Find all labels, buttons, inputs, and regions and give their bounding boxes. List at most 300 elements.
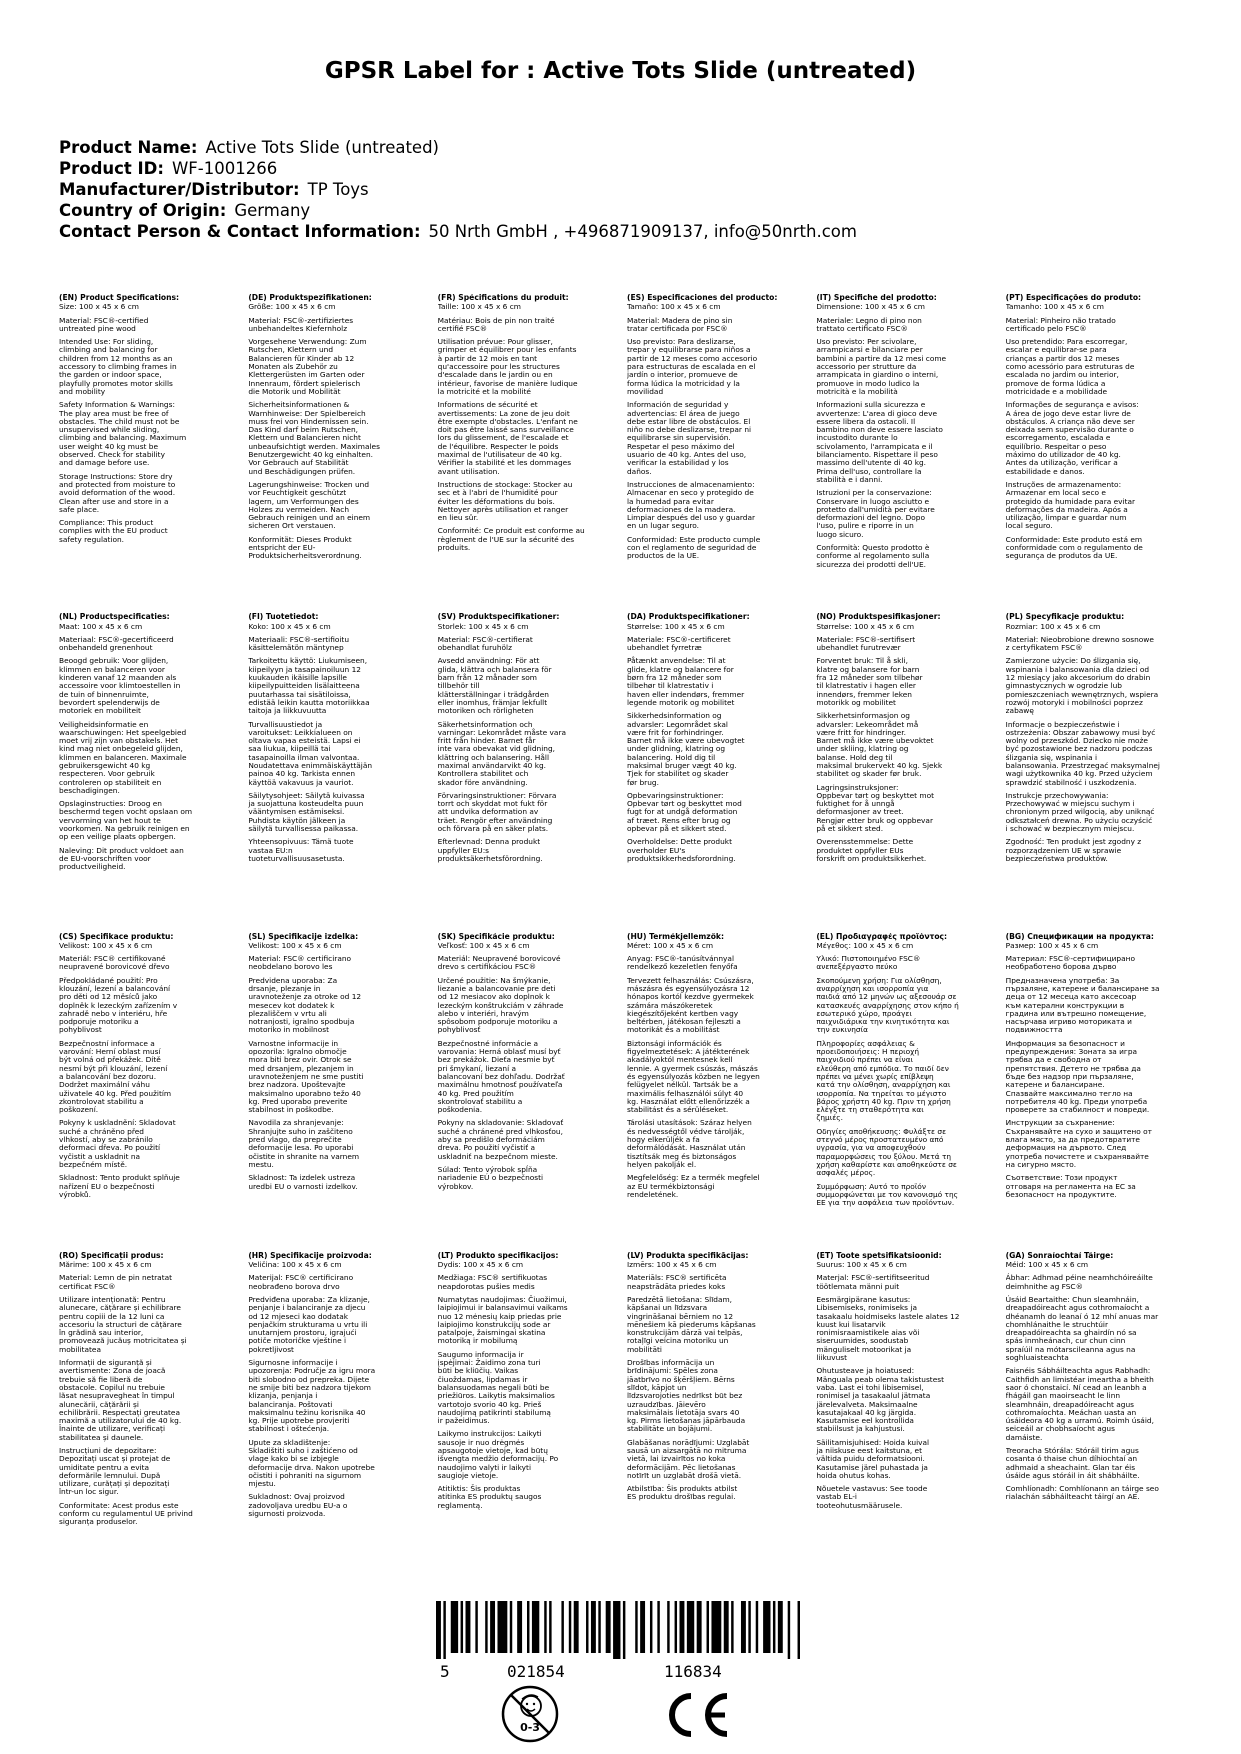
text-line: Anyag: FSC®-tanúsítvánnyal bbox=[626, 954, 735, 964]
text-line: glida, klättra och balansera för bbox=[437, 664, 552, 674]
barcode-bar bbox=[741, 1601, 746, 1653]
text-line: rozporządzeniem UE w sprawie bbox=[1005, 845, 1122, 855]
text-line: painoa 40 kg. Tarkista ennen bbox=[248, 769, 356, 779]
text-line: produktsikkerhedsforordning. bbox=[626, 853, 736, 863]
product-name-label: Product Name: bbox=[59, 138, 198, 157]
text-line: Storlek: 100 x 45 x 6 cm bbox=[437, 621, 529, 631]
text-line: Instruções de armazenamento: bbox=[1005, 479, 1122, 489]
text-line: Naleving: Dit product voldoet aan bbox=[59, 845, 184, 855]
text-line: Material: FSC® certificirano bbox=[248, 954, 352, 964]
text-line: Størrelse: 100 x 45 x 6 cm bbox=[816, 621, 915, 631]
section-paragraph bbox=[1006, 657, 1185, 715]
section-paragraph bbox=[1006, 338, 1185, 396]
text-line: under skliing, klatring og bbox=[816, 744, 909, 754]
text-line: Predviđena uporaba: Za klizanje, bbox=[248, 1294, 370, 1304]
section-paragraph bbox=[627, 977, 806, 1035]
section-paragraph bbox=[59, 847, 238, 872]
text-line: Velikost: 100 x 45 x 6 cm bbox=[248, 940, 342, 950]
text-line: Instructions de stockage: Stocker au bbox=[437, 479, 573, 489]
text-line: Conservare in luogo asciutto e bbox=[816, 496, 930, 506]
country-of-origin-value: Germany bbox=[234, 201, 311, 220]
manufacturer-label: Manufacturer/Distributor: bbox=[59, 180, 300, 199]
text-line: klimmen en balanceren. Maximale bbox=[59, 752, 187, 762]
section-heading: (LT) Produkto specifikacijos: bbox=[437, 1251, 559, 1260]
section-heading: (FI) Tuotetiedot: bbox=[248, 613, 319, 622]
section-paragraph bbox=[627, 1485, 806, 1502]
text-line: en un lugar seguro. bbox=[626, 521, 700, 531]
section-paragraph bbox=[1006, 838, 1185, 863]
text-line: hónapos kortól kezdve gyermekek bbox=[626, 992, 754, 1002]
section-paragraph bbox=[627, 1359, 806, 1434]
text-line: partir de 12 meses como accesorio bbox=[626, 353, 758, 363]
section-paragraph bbox=[627, 1296, 806, 1354]
text-line: A área de jogo deve estar livre de bbox=[1005, 408, 1131, 418]
text-line: lăsat nesupravegheat în timpul bbox=[59, 1391, 175, 1401]
text-line: neupravené borovicové dřevo bbox=[59, 962, 170, 972]
section-paragraph bbox=[438, 401, 617, 476]
text-line: user weight 40 kg must be bbox=[59, 441, 159, 451]
text-line: kg. Pirms lietošanas jāpārbauda bbox=[626, 1416, 746, 1426]
section-heading: (ET) Toote spetsifikatsioonid: bbox=[816, 1251, 942, 1260]
text-line: Przechowywać w miejscu suchym i bbox=[1005, 799, 1135, 809]
text-line: felügyelet nélkül. Tartsák be a bbox=[626, 1080, 738, 1090]
text-line: Información de seguridad y bbox=[626, 400, 729, 410]
text-line: bambino non deve essere lasciato bbox=[816, 425, 943, 435]
text-line: forma lúdica la motricidad y la bbox=[626, 378, 740, 388]
text-line: stabilitást és a sérüléseket. bbox=[626, 1105, 729, 1115]
text-line: varningar: Lekområdet måste vara bbox=[437, 727, 567, 737]
text-line: mászásra és egyensúlyozásra 12 bbox=[626, 983, 750, 993]
text-line: sicurezza dei prodotti dell'UE. bbox=[816, 559, 926, 569]
barcode bbox=[436, 1601, 800, 1659]
text-line: ubehandlet fyrretræ bbox=[626, 643, 702, 653]
text-line: Veličina: 100 x 45 x 6 cm bbox=[248, 1260, 342, 1270]
text-line: reglamentą. bbox=[437, 1500, 483, 1510]
text-line: необработено борова дърво bbox=[1005, 962, 1117, 972]
text-line: Predvidena uporaba: Za bbox=[248, 975, 338, 985]
section-paragraph bbox=[248, 792, 427, 833]
text-line: maximális felhasználói súlyt 40 bbox=[626, 1088, 744, 1098]
language-section bbox=[816, 613, 995, 924]
barcode-bar bbox=[475, 1601, 477, 1653]
section-paragraph bbox=[816, 317, 995, 334]
text-line: deformasjoner av treet. bbox=[816, 807, 904, 817]
language-section bbox=[59, 294, 238, 605]
text-line: adhmaid a sheachaint. Glan tar éis bbox=[1005, 1462, 1136, 1472]
text-line: úsáideora 40 kg a urramú. Roimh úsáid, bbox=[1005, 1416, 1154, 1426]
section-heading: (DA) Produktspecifikationer: bbox=[626, 613, 750, 622]
text-line: Dodržet maximální váhu bbox=[59, 1080, 150, 1090]
section-paragraph bbox=[438, 1485, 617, 1510]
barcode-bar bbox=[679, 1601, 684, 1653]
text-line: stabilnost i oštećenja. bbox=[248, 1424, 330, 1434]
section-paragraph bbox=[1006, 303, 1185, 311]
barcode-bar bbox=[635, 1601, 637, 1653]
text-line: Conformitate: Acest produs este bbox=[59, 1500, 179, 1510]
section-paragraph bbox=[438, 317, 617, 334]
section-paragraph bbox=[438, 1274, 617, 1291]
product-info bbox=[59, 137, 857, 242]
age-warning-icon bbox=[500, 1684, 560, 1744]
text-line: trattato certificato FSC® bbox=[816, 323, 908, 333]
text-line: spás inmheánach, cur chun cinn bbox=[1005, 1336, 1126, 1346]
text-line: Treoracha Stórála: Stóráil tirim agus bbox=[1005, 1445, 1139, 1455]
section-paragraph bbox=[438, 1430, 617, 1480]
text-line: υγρασία, για να αποφευχθούν bbox=[816, 1143, 926, 1153]
text-line: penjačkim strukturama u vrtu ili bbox=[248, 1319, 368, 1329]
text-line: avvertenze: L'area di gioco deve bbox=[816, 408, 938, 418]
text-line: Conformidad: Este producto cumple bbox=[626, 534, 761, 544]
text-line: Material: FSC®-certifierat bbox=[437, 634, 533, 644]
text-line: Materiaali: FSC®-sertifioitu bbox=[248, 634, 350, 644]
section-paragraph bbox=[1006, 1296, 1185, 1362]
text-line: børn fra 12 måneder som bbox=[626, 673, 722, 683]
section-paragraph bbox=[438, 942, 617, 950]
text-line: Opbevaringsinstruktioner: bbox=[626, 790, 724, 800]
text-line: деца от 12 месеца като аксесоар bbox=[1005, 992, 1137, 1002]
text-line: zahradě nebo v interiéru, hře bbox=[59, 1008, 168, 1018]
text-line: climbing and balancing. Maximum bbox=[59, 433, 187, 443]
text-line: cothromaíochta. Meáchan uasta an bbox=[1005, 1407, 1137, 1417]
text-line: pomieszczeniach wewnętrznych, wspiera bbox=[1005, 689, 1159, 699]
section-heading: (GA) Sonraíochtaí Táirge: bbox=[1005, 1251, 1114, 1260]
text-line: skontrolovať stabilitu a bbox=[437, 1096, 523, 1106]
text-line: innendørs, fremmer leken bbox=[816, 689, 912, 699]
text-line: balanciranja. Poštovati bbox=[248, 1399, 333, 1409]
text-line: într-un loc sigur. bbox=[59, 1487, 119, 1497]
text-line: Oppbevar tørt og beskyttet mot bbox=[816, 790, 935, 800]
text-line: utilizare, curățați și depozitați bbox=[59, 1479, 170, 1489]
language-section bbox=[1006, 613, 1185, 924]
text-line: vastab EL-i bbox=[816, 1492, 857, 1502]
section-paragraph bbox=[248, 1040, 427, 1115]
text-line: and protected from moisture to bbox=[59, 479, 176, 489]
text-line: Taille: 100 x 45 x 6 cm bbox=[437, 302, 521, 312]
text-line: neapdorotas pušies medis bbox=[437, 1281, 535, 1291]
section-heading: (HR) Specifikacije proizvoda: bbox=[248, 1251, 372, 1260]
text-line: maksimal brukervekt 40 kg. Sjekk bbox=[816, 761, 943, 770]
section-paragraph bbox=[438, 792, 617, 833]
text-line: zkontrolovat stabilitu a bbox=[59, 1096, 144, 1106]
manufacturer-row bbox=[59, 179, 857, 200]
text-line: катерене и балансиране. bbox=[1005, 1080, 1105, 1090]
language-section bbox=[1006, 933, 1185, 1244]
text-line: maksimal bruger vægt 40 kg. bbox=[626, 761, 737, 770]
text-line: la humedad para evitar bbox=[626, 496, 714, 506]
text-line: uppfyller EU:s bbox=[437, 845, 490, 855]
text-line: παιχνιδιάρικα την κινητικότητα και bbox=[816, 1017, 950, 1027]
text-line: zadovoljava uredbu EU-a o bbox=[248, 1500, 348, 1510]
text-line: αναρρίχηση και ισορροπία για bbox=[816, 983, 929, 993]
text-line: safety regulation. bbox=[59, 534, 125, 544]
text-line: bevordert spelenderwijs de bbox=[59, 697, 160, 707]
text-line: conform cu regulamentul UE privind bbox=[59, 1509, 193, 1519]
text-line: Forventet bruk: Til å skli, bbox=[816, 656, 908, 666]
text-line: πρέπει να μένει χωρίς επίβλεψη bbox=[816, 1071, 934, 1081]
text-line: essere libera da ostacoli. Il bbox=[816, 416, 916, 426]
text-line: rialachán sábháilteacht táirgí an AE. bbox=[1005, 1492, 1140, 1502]
section-paragraph bbox=[627, 1119, 806, 1169]
text-line: bambini a partire da 12 mesi come bbox=[816, 353, 947, 363]
section-paragraph bbox=[1006, 792, 1185, 833]
text-line: Předpokládané použití: Pro bbox=[59, 975, 158, 985]
section-paragraph bbox=[59, 473, 238, 514]
text-line: massimo dell'utente di 40 kg. bbox=[816, 458, 927, 468]
text-line: pohyblivost bbox=[59, 1025, 102, 1035]
text-line: drsanje, plezanje in bbox=[248, 983, 321, 993]
text-line: obstáculos. A criança não deve ser bbox=[1005, 416, 1135, 426]
text-line: tuoteturvallisuusasetusta. bbox=[248, 853, 345, 863]
text-line: respecteren. Voor gebruik bbox=[59, 769, 155, 779]
text-line: насърчава игриво моториката и bbox=[1005, 1017, 1132, 1027]
text-line: cosanta ó thaise chun díhiochtaí an bbox=[1005, 1454, 1138, 1464]
section-paragraph bbox=[816, 942, 995, 950]
text-line: Bezpečnostní informace a bbox=[59, 1038, 155, 1048]
section-heading: (EL) Προδιαγραφές προϊόντος: bbox=[816, 932, 948, 941]
text-line: Izmērs: 100 x 45 x 6 cm bbox=[626, 1260, 717, 1270]
text-line: jardín o interior, promueve de bbox=[626, 370, 738, 380]
section-paragraph bbox=[59, 1119, 238, 1169]
text-line: ubehandlet furutrevær bbox=[816, 643, 901, 653]
text-line: Méret: 100 x 45 x 6 cm bbox=[626, 940, 714, 950]
text-line: Saugumo informacija ir bbox=[437, 1349, 524, 1359]
text-line: nariadenie EÚ o bezpečnosti bbox=[437, 1173, 544, 1183]
section-paragraph bbox=[59, 636, 238, 653]
text-line: vlage kako bi se izbjegle bbox=[248, 1454, 339, 1464]
text-line: oltava vapaa esteistä. Lapsi ei bbox=[248, 736, 361, 746]
text-line: verificar la estabilidad y los bbox=[626, 458, 729, 468]
language-section bbox=[248, 613, 427, 924]
section-paragraph bbox=[59, 623, 238, 631]
text-line: Mărime: 100 x 45 x 6 cm bbox=[59, 1260, 152, 1270]
text-line: čiuoždamas, lipdamas ir bbox=[437, 1374, 528, 1384]
text-line: pohyblivosť bbox=[437, 1025, 481, 1035]
text-line: være frit for forhindringer. bbox=[626, 727, 724, 737]
text-line: muss frei von Hindernissen sein. bbox=[248, 416, 369, 426]
barcode-bar bbox=[650, 1601, 652, 1653]
text-line: käsittelemätön mäntynep bbox=[248, 643, 344, 653]
text-line: dreapadóireacht agus cothromaíocht a bbox=[1005, 1303, 1150, 1313]
text-line: advarsler: Legområdet skal bbox=[626, 719, 728, 729]
barcode-bar bbox=[561, 1601, 563, 1653]
text-line: ir pažeidimus. bbox=[437, 1416, 490, 1426]
text-line: unutarnjem prostoru, igrajući bbox=[248, 1328, 357, 1338]
text-line: Avsedd användning: För att bbox=[437, 656, 540, 666]
section-paragraph bbox=[59, 1040, 238, 1115]
text-line: Tamaño: 100 x 45 x 6 cm bbox=[626, 302, 721, 312]
text-line: conforme al regolamento sulla bbox=[816, 551, 930, 561]
text-line: Určené použitie: Na šmýkanie, bbox=[437, 975, 551, 985]
text-line: Material: FSC®-certified bbox=[59, 315, 149, 325]
text-line: stabilitatea și daunele. bbox=[59, 1432, 144, 1442]
text-line: avoid deformation of the wood. bbox=[59, 488, 176, 498]
text-line: op een veilige plaats opbergen. bbox=[59, 832, 176, 842]
text-line: Vorgesehene Verwendung: Zum bbox=[248, 337, 367, 347]
section-heading: (SV) Produktspecifikationer: bbox=[437, 613, 560, 622]
barcode-left-group: 021854 bbox=[507, 1662, 565, 1681]
product-id-label: Product ID: bbox=[59, 159, 164, 178]
barcode-bar bbox=[549, 1601, 551, 1653]
text-line: nesmí být při klouzání, lezení bbox=[59, 1063, 168, 1073]
section-paragraph bbox=[1006, 721, 1185, 787]
text-line: Yhteensopivuus: Tämä tuote bbox=[248, 837, 354, 847]
section-paragraph bbox=[59, 519, 238, 544]
text-line: opozorila: Igralno območje bbox=[248, 1047, 347, 1057]
barcode-lead-digit: 5 bbox=[440, 1662, 450, 1681]
text-line: Depozitați uscat și protejat de bbox=[59, 1454, 171, 1464]
text-line: Suurus: 100 x 45 x 6 cm bbox=[816, 1260, 907, 1270]
text-line: Overensstemmelse: Dette bbox=[816, 837, 914, 847]
text-line: Dydis: 100 x 45 x 6 cm bbox=[437, 1260, 524, 1270]
text-line: kg. Használat előtt ellenőrizzék a bbox=[626, 1096, 750, 1106]
text-line: til klatrestativ i hagen eller bbox=[816, 681, 916, 691]
product-name-row bbox=[59, 137, 857, 158]
text-line: Sikkerhedsinformation og bbox=[626, 711, 722, 721]
section-paragraph bbox=[438, 636, 617, 653]
text-line: rozwój motoryki i mobilności poprzez bbox=[1005, 697, 1143, 707]
text-line: Atitiktis: Šis produktas bbox=[437, 1484, 521, 1494]
section-paragraph bbox=[627, 838, 806, 863]
text-line: κατά την ολίσθηση, αναρρίχηση και bbox=[816, 1080, 951, 1090]
section-paragraph bbox=[1006, 317, 1185, 334]
section-paragraph bbox=[627, 401, 806, 476]
text-line: käyttöä vakavuus ja vauriot. bbox=[248, 777, 354, 787]
text-line: бъде без надзор при пързаляне, bbox=[1005, 1071, 1134, 1081]
text-line: Limpiar después del uso y guardar bbox=[626, 513, 756, 523]
text-line: tisztítsák meg és biztonságos bbox=[626, 1151, 737, 1161]
section-heading: (NL) Productspecificaties: bbox=[59, 613, 170, 622]
text-line: taitoja ja liikkuvuutta bbox=[248, 706, 327, 716]
section-paragraph bbox=[627, 792, 806, 833]
text-line: produits. bbox=[437, 543, 471, 553]
text-line: Pokyny k uskladnění: Skladovat bbox=[59, 1118, 176, 1128]
text-line: notranjosti, igralno spodbuja bbox=[248, 1017, 355, 1027]
text-line: haven eller indendørs, fremmer bbox=[626, 689, 745, 699]
text-line: Veiligheidsinformatie en bbox=[59, 719, 149, 729]
text-line: balancering. Hold dig til bbox=[626, 752, 716, 762]
text-line: máximo do utilizador de 40 kg. bbox=[1005, 450, 1121, 460]
text-line: Comhlíonadh: Comhlíonann an táirge seo bbox=[1005, 1484, 1159, 1494]
barcode-bar bbox=[707, 1601, 709, 1653]
section-paragraph bbox=[627, 657, 806, 707]
text-line: βάρος χρήστη 40 kg. Πριν τη χρήση bbox=[816, 1096, 951, 1106]
text-line: Utilizare intenționată: Pentru bbox=[59, 1294, 166, 1304]
text-line: balancovaní bez dohľadu. Dodržať bbox=[437, 1071, 565, 1081]
section-paragraph bbox=[248, 481, 427, 531]
text-line: ισορροπία. Να τηρείται το μέγιστο bbox=[816, 1088, 947, 1098]
section-paragraph bbox=[248, 942, 427, 950]
text-line: Informazioni sulla sicurezza e bbox=[816, 400, 926, 410]
section-paragraph bbox=[816, 338, 995, 396]
barcode-bar bbox=[436, 1601, 441, 1659]
section-paragraph bbox=[816, 623, 995, 631]
language-section bbox=[438, 613, 617, 924]
text-line: sleamhnáin, dreapadóireacht agus bbox=[1005, 1399, 1134, 1409]
section-paragraph bbox=[438, 1166, 617, 1191]
text-line: Kasutamise järel puhastada ja bbox=[816, 1462, 928, 1472]
text-line: Kontrollera stabilitet och bbox=[437, 769, 529, 779]
text-line: fugt for at undgå deformation bbox=[626, 807, 738, 817]
language-section bbox=[248, 294, 427, 605]
section-paragraph bbox=[816, 489, 995, 539]
section-paragraph bbox=[816, 1128, 995, 1178]
text-line: Faisnéis Sábháilteachta agus Rabhadh: bbox=[1005, 1366, 1151, 1376]
text-line: priežiūros. Laikytis maksimalios bbox=[437, 1391, 555, 1401]
text-line: на сигурно място. bbox=[1005, 1159, 1077, 1169]
text-line: järelevalveta. Maksimaalne bbox=[816, 1399, 918, 1409]
text-line: segurança de produtos da UE. bbox=[1005, 551, 1118, 561]
text-line: Vérifier la stabilité et les dommages bbox=[437, 458, 572, 468]
text-line: upozorenja: Područje za igru mora bbox=[248, 1366, 376, 1376]
text-line: kiipeilyyn ja tasapainoiluun 12 bbox=[248, 664, 361, 674]
text-line: Innenraum, fördert spielerisch bbox=[248, 378, 361, 388]
text-line: Barnet må ikke være ubevogtet bbox=[626, 736, 745, 746]
section-paragraph bbox=[1006, 977, 1185, 1035]
text-line: Nettoyer après utilisation et ranger bbox=[437, 504, 569, 514]
text-line: Navodila za shranjevanje: bbox=[248, 1118, 344, 1128]
section-paragraph bbox=[438, 838, 617, 863]
text-line: Instrucțiuni de depozitare: bbox=[59, 1445, 157, 1455]
section-paragraph bbox=[816, 1296, 995, 1362]
text-line: vingrināšanai bērniem no 12 bbox=[626, 1311, 734, 1321]
text-line: bez prekážok. Dieťa nesmie byť bbox=[437, 1055, 555, 1065]
text-line: varování: Herní oblast musí bbox=[59, 1047, 161, 1057]
section-paragraph bbox=[438, 481, 617, 522]
text-line: atitinka ES produktų saugos bbox=[437, 1492, 542, 1502]
text-line: advertencias: El área de juego bbox=[626, 408, 740, 418]
text-line: complies with the EU product bbox=[59, 526, 168, 536]
text-line: maximal de l'utilisateur de 40 kg. bbox=[437, 450, 562, 460]
text-line: apsaugotoje vietoje, kad būtų bbox=[437, 1445, 548, 1455]
text-line: avertismente: Zona de joacă bbox=[59, 1366, 166, 1376]
text-line: Größe: 100 x 45 x 6 cm bbox=[248, 302, 336, 312]
text-line: promovează jucăuș motricitatea și bbox=[59, 1336, 187, 1346]
text-line: предупреждения: Зоната за игра bbox=[1005, 1047, 1138, 1057]
text-line: Storage Instructions: Store dry bbox=[59, 471, 173, 481]
text-line: Kasutamise eel kontrollida bbox=[816, 1416, 914, 1426]
text-line: drevo s certifikáciou FSC® bbox=[437, 962, 537, 972]
section-paragraph bbox=[438, 657, 617, 715]
text-line: Antes da utilização, verificar a bbox=[1005, 458, 1118, 468]
text-line: saugioje vietoje. bbox=[437, 1470, 499, 1480]
text-line: mobilitāti bbox=[626, 1344, 662, 1354]
text-line: motricità e la mobilità bbox=[816, 386, 898, 396]
section-paragraph bbox=[59, 401, 238, 467]
text-line: notīrīt un uzglabāt drošā vietā. bbox=[626, 1470, 742, 1480]
contact-label: Contact Person & Contact Information: bbox=[59, 222, 421, 241]
text-line: Μέγεθος: 100 x 45 x 6 cm bbox=[816, 940, 914, 950]
text-line: equilíbrio. Respeitar o peso bbox=[1005, 441, 1107, 451]
text-line: Materiale: FSC®-certificeret bbox=[626, 634, 731, 644]
text-line: balansuodamas negali būti be bbox=[437, 1382, 550, 1392]
text-line: usuario de 40 kg. Antes del uso, bbox=[626, 450, 747, 460]
text-line: beschermd tegen vocht opslaan om bbox=[59, 807, 193, 817]
text-line: och förvara på en säker plats. bbox=[437, 824, 549, 834]
text-line: Πληροφορίες ασφάλειας & bbox=[816, 1038, 915, 1048]
text-line: Holzes zu vermeiden. Nach bbox=[248, 504, 350, 514]
text-line: laipiojimo konstrukcijų sode ar bbox=[437, 1319, 551, 1329]
text-line: Klettern und Balancieren nicht bbox=[248, 433, 361, 443]
text-line: Súlad: Tento výrobok spĺňa bbox=[437, 1164, 538, 1174]
text-line: Istruzioni per la conservazione: bbox=[816, 488, 932, 498]
text-line: dreapadóireachta sa ghairdín nó sa bbox=[1005, 1328, 1137, 1338]
text-line: jāatbrīvo no šķēršļiem. Bērns bbox=[626, 1374, 735, 1384]
section-heading: (FR) Spécifications du produit: bbox=[437, 294, 569, 302]
text-line: niño no debe deslizarse, trepar ni bbox=[626, 425, 752, 435]
section-paragraph bbox=[627, 636, 806, 653]
language-section bbox=[627, 294, 806, 605]
section-paragraph bbox=[438, 338, 617, 396]
